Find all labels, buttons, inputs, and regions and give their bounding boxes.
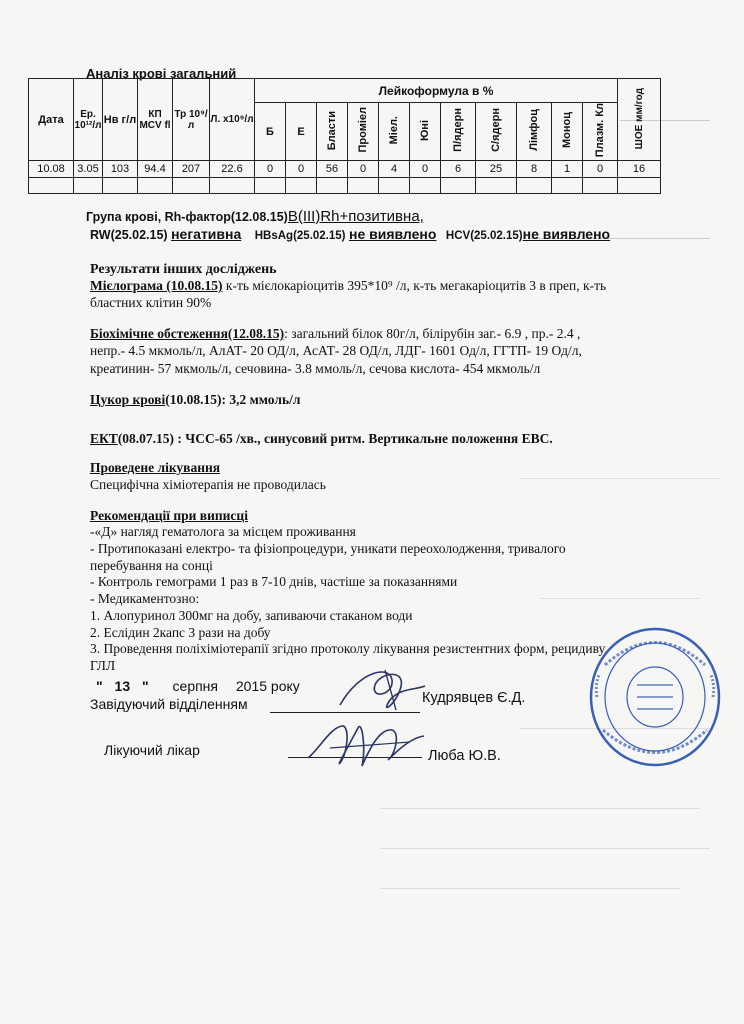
myelogram-line-2: бластних клітин 90%: [90, 295, 212, 310]
cell-kp: 94.4: [138, 161, 173, 178]
cell-b: 0: [255, 161, 286, 178]
cell-yun: 0: [410, 161, 441, 178]
header-leukoformula: Лейкоформула в %: [255, 79, 618, 103]
hbs-value: не виявлено: [348, 226, 437, 242]
cell-plasm: 0: [583, 161, 618, 178]
recommend-item: -«Д» нагляд гематолога за місцем проживання: [90, 524, 356, 539]
sign-date: [96, 678, 300, 694]
header-yun: Юні: [419, 119, 431, 141]
doctor-label: Лікуючий лікар: [104, 742, 200, 758]
cell-date: 10.08: [29, 161, 74, 178]
biochem-line-3: креатинин- 57 мкмоль/л, сечовина- 3.8 ммоль/л, сечова кислота- 454 мкмоль/л: [90, 361, 541, 376]
myelogram-line: [90, 278, 606, 294]
blood-test-table: [28, 78, 661, 194]
recommend-item: - Протипоказані електро- та фізіопроцедури, уникати переохолодження, тривалого: [90, 541, 566, 556]
header-blasts: Бласти: [326, 110, 338, 150]
header-hb: Нв г/л: [103, 79, 138, 161]
recommend-item: перебування на сонці: [90, 558, 213, 573]
other-results-heading: Результати інших досліджень: [90, 262, 277, 277]
myelogram-text: к-ть мієлокаріоцитів 395*10⁹ /л, к-ть мегакаріоцитів 3 в преп, к-ть: [222, 278, 607, 293]
cell-blasts: 56: [317, 161, 348, 178]
header-promiel: Проміел: [357, 107, 369, 153]
cell-promiel: 0: [348, 161, 379, 178]
sugar-line: [90, 392, 300, 408]
ekg-date: (08.07.15) : ЧСС-65 /хв., синусовий ритм. Вертикальне положення ЕВС.: [117, 431, 553, 446]
cell-mono: 1: [552, 161, 583, 178]
header-pal: П/ядерн: [452, 108, 464, 153]
hcv-label: HCV(25.02.15): [445, 230, 523, 242]
recommend-item: 2. Еслідин 2капс 3 рази на добу: [90, 625, 271, 640]
head-label: Завідуючий відділенням: [90, 696, 248, 712]
myelogram-label: Мієлограма (10.08.15): [90, 278, 223, 293]
table-row-empty: [29, 178, 661, 194]
head-name: Кудрявцев Є.Д.: [422, 690, 526, 706]
blood-group: [86, 208, 424, 225]
sugar-label: Цукор крові: [90, 392, 166, 407]
header-tr: Тр 10⁹/л: [173, 79, 210, 161]
treatment-heading: Проведене лікування: [90, 460, 221, 475]
cell-seg: 25: [476, 161, 517, 178]
header-seg: С/ядерн: [490, 108, 502, 153]
header-soe: ШОЕ мм/год: [633, 87, 645, 149]
header-plasm: Плазм. Кл: [594, 103, 606, 158]
hbs-label: HBsAg(25.02.15): [254, 230, 346, 242]
header-e: Е: [286, 103, 317, 161]
header-kp: КП MCV fl: [138, 79, 173, 161]
date-day: 13: [114, 678, 131, 694]
date-quote-open: ": [96, 678, 103, 694]
biochem-text: : загальний білок 80г/л, білірубін заг.- 6.9 , пр.- 2.4 ,: [284, 326, 581, 341]
cell-pal: 6: [441, 161, 476, 178]
header-mono: Моноц: [561, 112, 573, 149]
header-er: Ер. 10¹²/л: [74, 79, 103, 161]
doctor-signature: [300, 708, 430, 778]
cell-er: 3.05: [74, 161, 103, 178]
cell-lymph: 8: [517, 161, 552, 178]
rw-value: негативна: [171, 226, 242, 242]
recommend-item: ГЛЛ: [90, 658, 116, 673]
cell-e: 0: [286, 161, 317, 178]
date-month: серпня: [172, 678, 218, 694]
recommend-heading: Рекомендації при виписці: [90, 508, 248, 523]
biochem-label: Біохімічне обстеження(12.08.15): [90, 326, 285, 341]
biochem-line: [90, 326, 580, 342]
header-lymph: Лімфоц: [528, 109, 540, 152]
header-l: Л. х10⁹/л: [210, 79, 255, 161]
recommend-item: - Медикаментозно:: [90, 591, 200, 606]
table-row: [29, 161, 661, 178]
hcv-value: не виявлено: [522, 226, 611, 242]
cell-hb: 103: [103, 161, 138, 178]
cell-miel: 4: [379, 161, 410, 178]
header-miel: Міел.: [388, 115, 400, 145]
recommend-item: 1. Алопуринол 300мг на добу, запиваючи стаканом води: [90, 608, 413, 623]
header-date: Дата: [29, 79, 74, 161]
cell-tr: 207: [173, 161, 210, 178]
cell-soe: 16: [618, 161, 661, 178]
cell-l: 22.6: [210, 161, 255, 178]
header-b: Б: [255, 103, 286, 161]
ekg-label: ЕКТ: [90, 431, 118, 446]
treatment-text: Специфічна хіміотерапія не проводилась: [90, 477, 326, 492]
infection-tests: [90, 226, 610, 242]
blood-group-value: В(ІІІ)Rh+позитивна,: [287, 208, 424, 225]
sugar-text: (10.08.15): 3,2 ммоль/л: [165, 392, 301, 407]
recommend-item: 3. Проведення поліхіміотерапії згідно протоколу лікування резистентних форм, рецидиву: [90, 641, 606, 656]
blood-group-label: Група крові, Rh-фактор(12.08.15): [86, 210, 288, 224]
rw-label: RW(25.02.15): [90, 228, 168, 242]
date-year: 2015 року: [235, 678, 300, 694]
doctor-name: Люба Ю.В.: [428, 748, 501, 764]
biochem-line-2: непр.- 4.5 мкмоль/л, АлАТ- 20 ОД/л, АсАТ- 28 ОД/л, ЛДГ- 1601 Од/л, ГГТП- 19 Од/л,: [90, 343, 582, 358]
official-stamp: [585, 625, 725, 770]
recommend-item: - Контроль гемограми 1 раз в 7-10 днів, частіше за показаннями: [90, 574, 458, 589]
table-title: Аналіз крові загальний: [86, 66, 237, 81]
ekg-line: [90, 431, 553, 447]
date-quote-close: ": [142, 678, 149, 694]
